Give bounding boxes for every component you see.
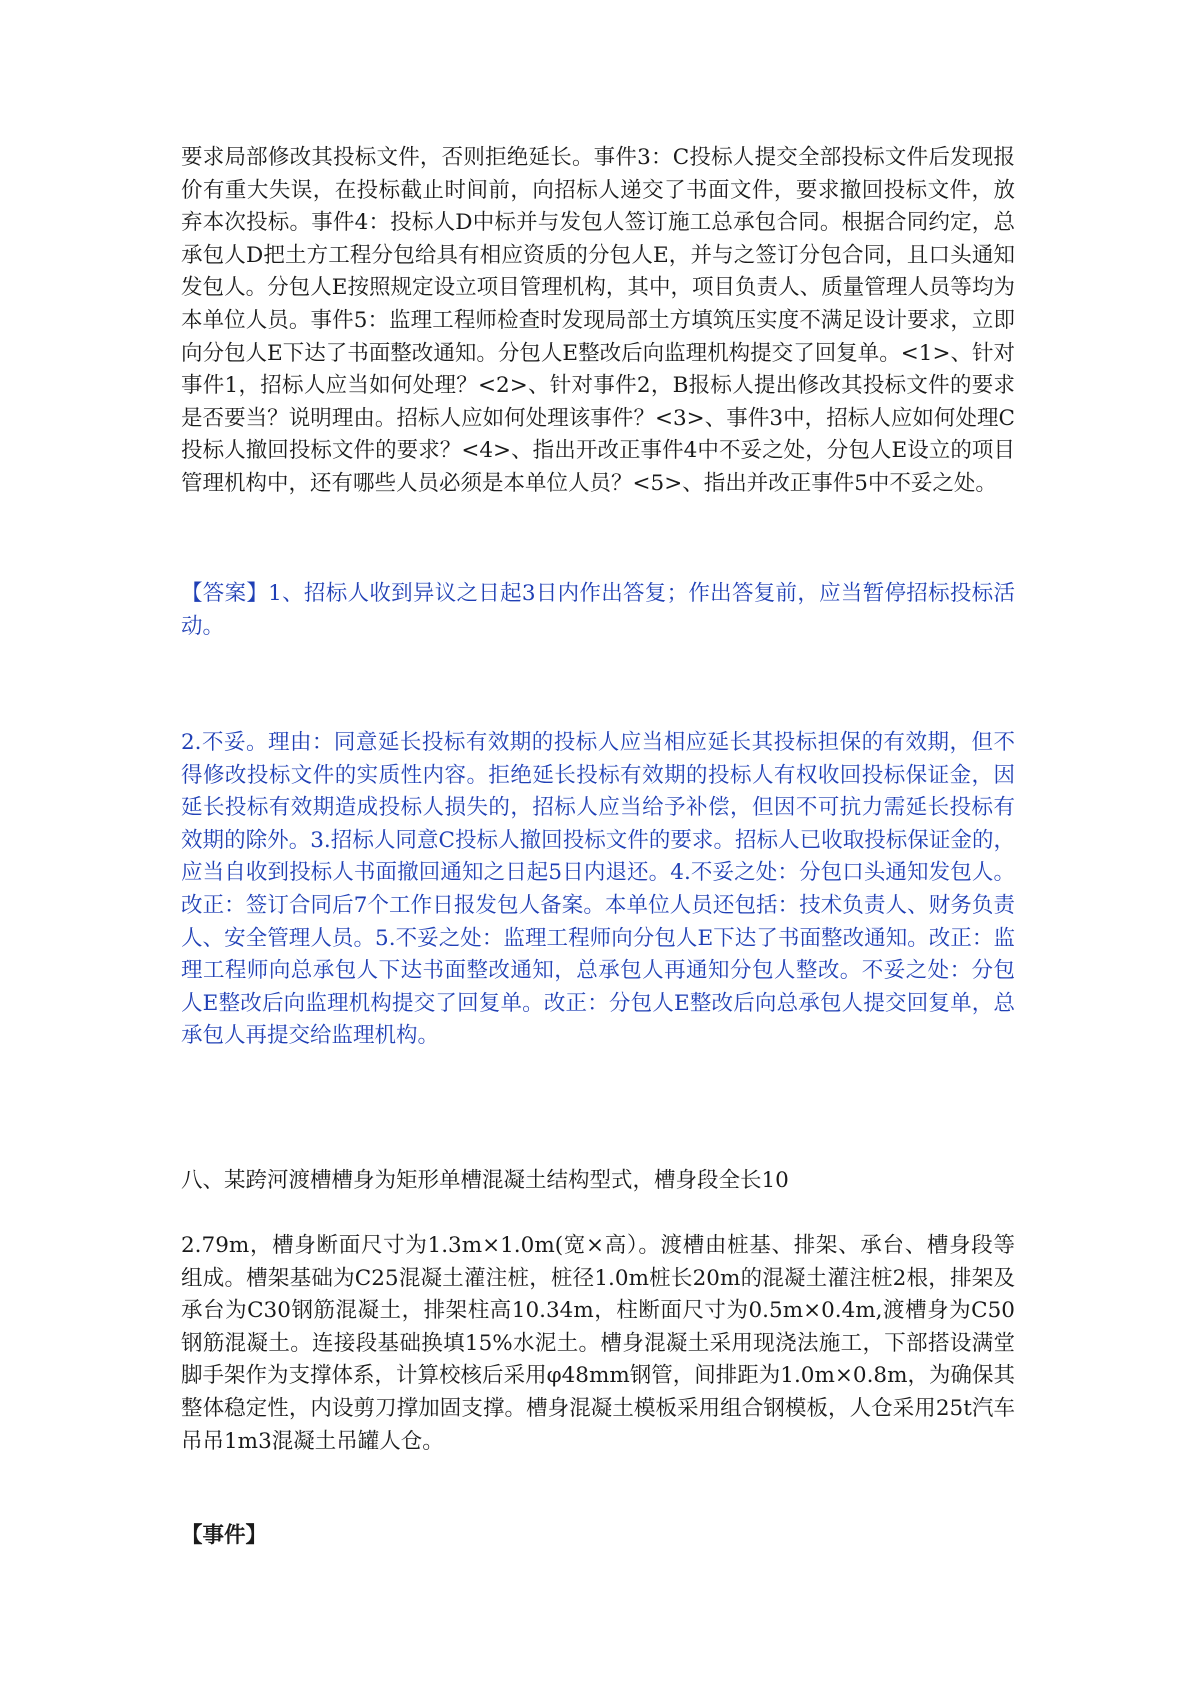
answer-paragraph-1 (181, 578, 1015, 643)
question-8-title-block (181, 1165, 1015, 1198)
answer-part-1: 1、招标人收到异议之日起3日内作出答复；作出答复前，应当暂停招标投标活动。 (181, 581, 1015, 639)
answer-block-continued (181, 727, 1015, 1053)
event-heading-block (181, 1520, 1015, 1553)
question-paragraph: 要求局部修改其投标文件，否则拒绝延长。事件3：C投标人提交全部投标文件后发现报价有重大失误，在投标截止时间前，向招标人递交了书面文件，要求撤回投标文件，放弃本次投标。事件4：投标人D中标并与发包人签订施工总承包合同。根据合同约定，总承包人D把土方工程分包给具有相应资质的分包人E，并与之签订分包合同，且口头通知发包人。分包人E按照规定设立项目管理机构，其中，项目负责人、质量管理人员等均为本单位人员。事件5：监理工程师检查时发现局部土方填筑压实度不满足设计要求，立即向分包人E下达了书面整改通知。分包人E整改后向监理机构提交了回复单。<1>、针对事件1，招标人应当如何处理？<2>、针对事件2，B报标人提出修改其投标文件的要求是否要当？说明理由。招标人应如何处理该事件？<3>、事件3中，招标人应如何处理C投标人撤回投标文件的要求？<4>、指出开改正事件4中不妥之处，分包人E设立的项目管理机构中，还有哪些人员必须是本单位人员？<5>、指出并改正事件5中不妥之处。 (181, 145, 1015, 496)
question-8-title: 八、某跨河渡槽槽身为矩形单槽混凝土结构型式，槽身段全长10 (181, 1168, 789, 1193)
question-text-block (181, 142, 1015, 501)
answer-label: 【答案】 (181, 581, 269, 606)
event-heading: 【事件】 (181, 1523, 268, 1548)
question-8-body-block (181, 1230, 1015, 1458)
question-8-body: 2.79m，槽身断面尺寸为1.3m×1.0m(宽×高）。渡槽由桩基、排架、承台、槽身段等组成。槽架基础为C25混凝土灌注桩，桩径1.0m桩长20m的混凝土灌注桩2根，排架及承台为C30钢筋混凝土，排架柱高10.34m，柱断面尺寸为0.5m×0.4m,渡槽身为C50钢筋混凝土。连接段基础换填15%水泥土。槽身混凝土采用现浇法施工，下部搭设满堂脚手架作为支撑体系，计算校核后采用φ48mm钢管，间排距为1.0m×0.8m，为确保其整体稳定性，内设剪刀撑加固支撑。槽身混凝土模板采用组合钢模板，人仓采用25t汽车吊吊1m3混凝土吊罐人仓。 (181, 1233, 1015, 1454)
answer-block (181, 578, 1015, 643)
answer-paragraph-2: 2.不妥。理由：同意延长投标有效期的投标人应当相应延长其投标担保的有效期，但不得修改投标文件的实质性内容。拒绝延长投标有效期的投标人有权收回投标保证金，因延长投标有效期造成投标人损失的，招标人应当给予补偿，但因不可抗力需延长投标有效期的除外。3.招标人同意C投标人撤回投标文件的要求。招标人已收取投标保证金的，应当自收到投标人书面撤回通知之日起5日内退还。4.不妥之处：分包口头通知发包人。改正：签订合同后7个工作日报发包人备案。本单位人员还包括：技术负责人、财务负责人、安全管理人员。5.不妥之处：监理工程师向分包人E下达了书面整改通知。改正：监理工程师向总承包人下达书面整改通知，总承包人再通知分包人整改。不妥之处：分包人E整改后向监理机构提交了回复单。改正：分包人E整改后向总承包人提交回复单，总承包人再提交给监理机构。 (181, 730, 1015, 1049)
